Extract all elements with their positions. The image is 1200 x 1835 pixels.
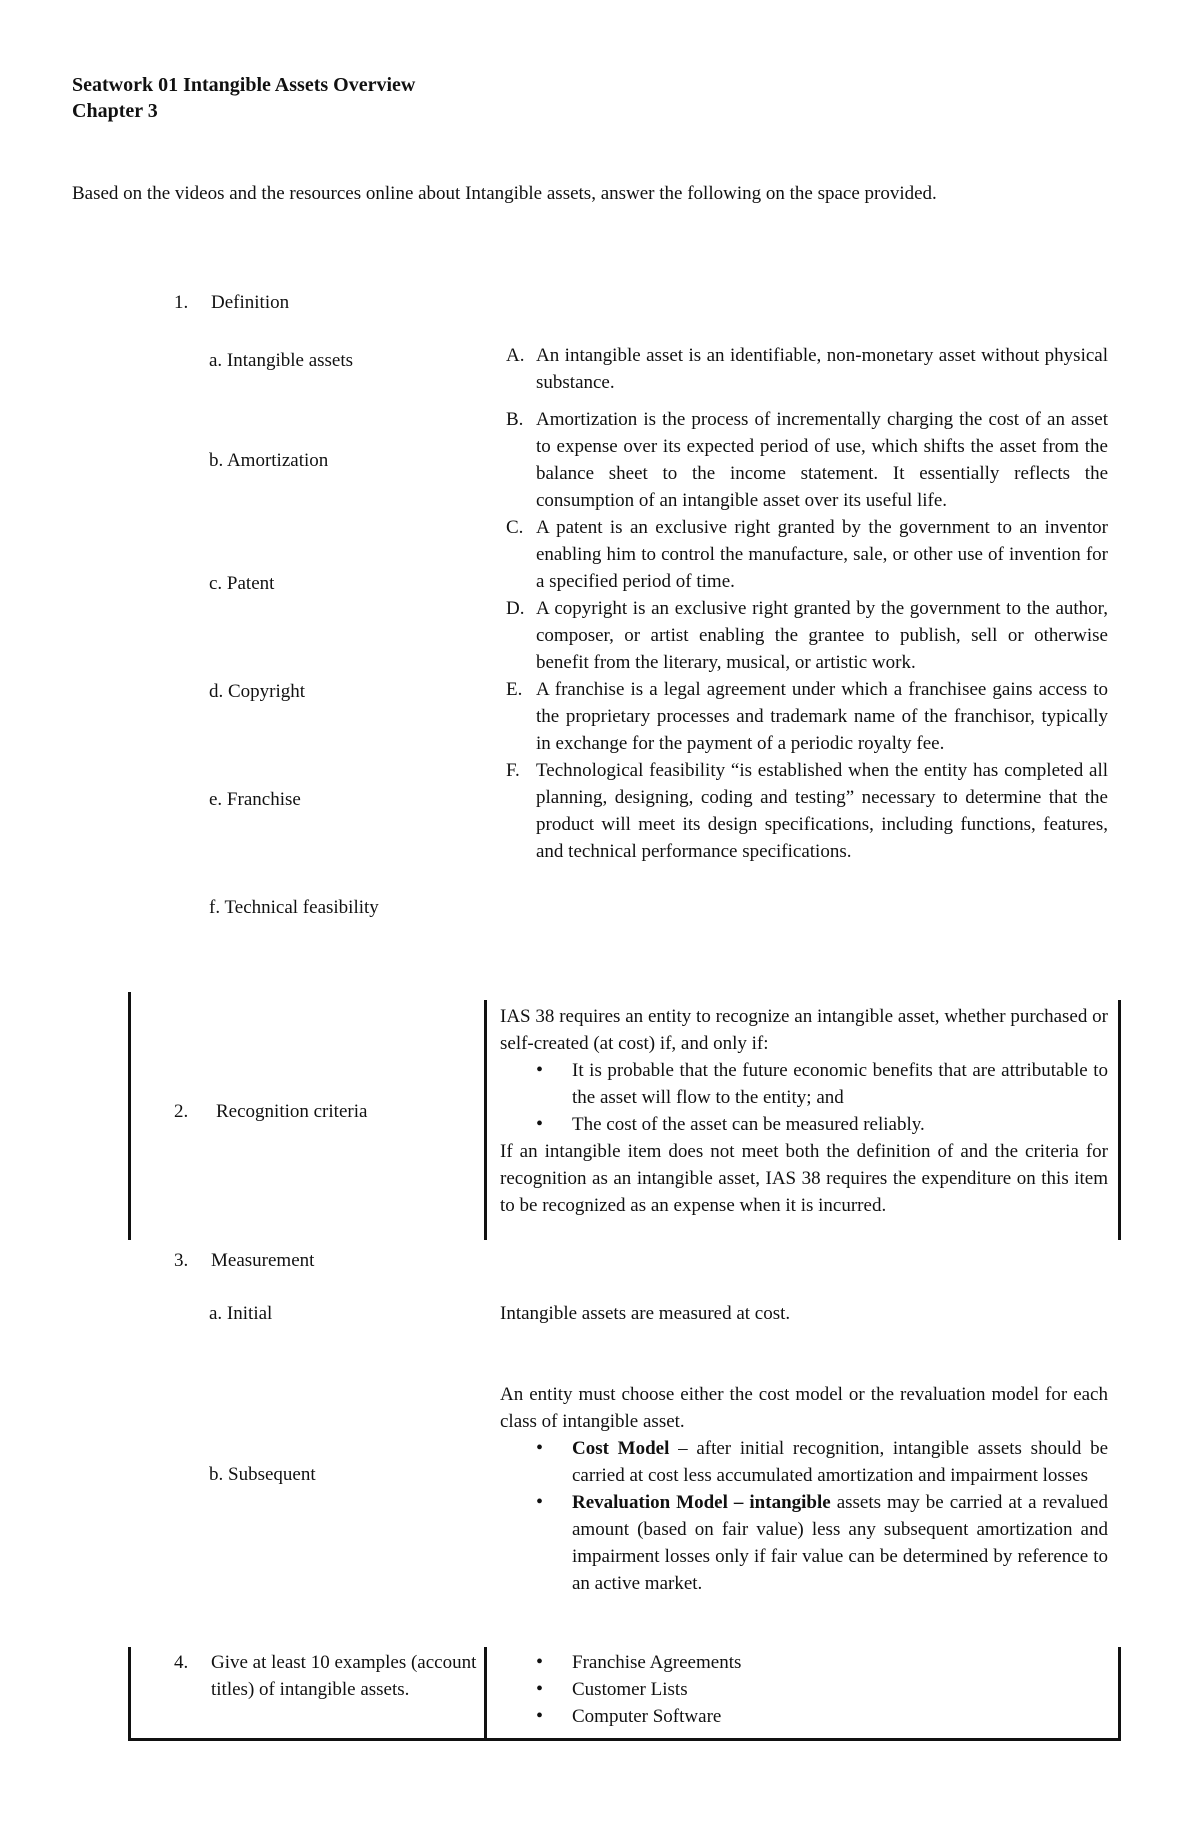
answer-f: F. Technological feasibility “is established when the entity has completed all planning, designing, coding and testing” necessary to determine that the product will meet its design specifications, including functions, features, and technical performance specifications. [506, 760, 1108, 862]
section2-heading: Recognition criteria [216, 1101, 368, 1122]
term-label-amortization: b. Amortization [209, 450, 329, 471]
answer-c: C. A patent is an exclusive right granted by the government to an inventor enabling him to control the manufacture, sale, or other use of invention for a specified period of time. [506, 517, 1108, 592]
answer-b: B. Amortization is the process of incrementally charging the cost of an asset to expense over its expected period of use, which shifts the asset from the balance sheet to the income statement. It essentially reflects the consumption of an intangible asset over its useful life. [506, 409, 1108, 511]
term-label-copyright: d. Copyright [209, 681, 306, 702]
document-title: Seatwork 01 Intangible Assets Overview [72, 74, 416, 96]
table-border-right [1118, 1000, 1121, 1240]
cost-model-bullet: • Cost Model – after initial recognition, intangible assets should be carried at cost less accumulated amortization and impairment losses [500, 1435, 1108, 1489]
table-border-left [128, 992, 131, 1240]
answer-a: A. An intangible asset is an identifiable, non-monetary asset without physical substance. [506, 345, 1108, 393]
example-item: • Customer Lists [500, 1676, 1108, 1703]
recognition-outro: If an intangible item does not meet both the definition of and the criteria for recognition as an intangible asset, IAS 38 requires the expenditure on this item to be recognized as an expense when it is incurred. [500, 1141, 1108, 1216]
answer-e: E. A franchise is a legal agreement under which a franchisee gains access to the proprietary processes and trademark name of the franchisor, typically in exchange for the payment of a periodic royalty fee. [506, 679, 1108, 754]
measurement-subsequent-label: b. Subsequent [209, 1464, 316, 1485]
answer-d: D. A copyright is an exclusive right granted by the government to the author, composer, or artist enabling the grantee to publish, sell or otherwise benefit from the literary, musical, or artistic work. [506, 598, 1108, 673]
measurement-subsequent-answer [500, 1381, 1108, 1597]
table-border-middle [484, 1000, 487, 1240]
term-label-tech-feasibility: f. Technical feasibility [209, 897, 379, 918]
recognition-bullet-1: • It is probable that the future economic benefits that are attributable to the asset will flow to the entity; and [500, 1057, 1108, 1111]
table4-border-left [128, 1647, 131, 1741]
table4-border-middle [484, 1647, 487, 1741]
term-label-franchise: e. Franchise [209, 789, 301, 810]
subsequent-intro: An entity must choose either the cost model or the revaluation model for each class of intangible asset. [500, 1384, 1108, 1432]
section2-number: 2. [174, 1101, 189, 1122]
examples-list [500, 1649, 1108, 1730]
measurement-initial-answer: Intangible assets are measured at cost. [500, 1303, 791, 1324]
section3-number: 3. [174, 1250, 189, 1271]
section1-number: 1. [174, 292, 189, 313]
term-label-patent: c. Patent [209, 573, 275, 594]
table4-border-right [1118, 1647, 1121, 1741]
example-item: • Franchise Agreements [500, 1649, 1108, 1676]
section4-number: 4. [174, 1652, 189, 1673]
measurement-initial-label: a. Initial [209, 1303, 273, 1324]
chapter-label: Chapter 3 [72, 100, 158, 122]
recognition-bullet-2: • The cost of the asset can be measured reliably. [500, 1111, 1108, 1138]
definition-answers [506, 342, 1108, 865]
section4-question: Give at least 10 examples (account titles) of intangible assets. [211, 1652, 477, 1700]
revaluation-model-bullet: • Revaluation Model – intangible assets may be carried at a revalued amount (based on fair value) less any subsequent amortization and impairment losses only if fair value can be determined by reference to an active market. [500, 1489, 1108, 1597]
example-item: • Computer Software [500, 1703, 1108, 1730]
section1-heading: Definition [211, 292, 290, 313]
recognition-criteria-answer [500, 1003, 1108, 1219]
section3-heading: Measurement [211, 1250, 315, 1271]
recognition-intro: IAS 38 requires an entity to recognize an intangible asset, whether purchased or self-created (at cost) if, and only if: [500, 1006, 1108, 1054]
term-label-intangible: a. Intangible assets [209, 350, 354, 371]
instructions: Based on the videos and the resources online about Intangible assets, answer the following on the space provided. [72, 183, 937, 204]
table4-border-bottom [128, 1738, 1121, 1741]
